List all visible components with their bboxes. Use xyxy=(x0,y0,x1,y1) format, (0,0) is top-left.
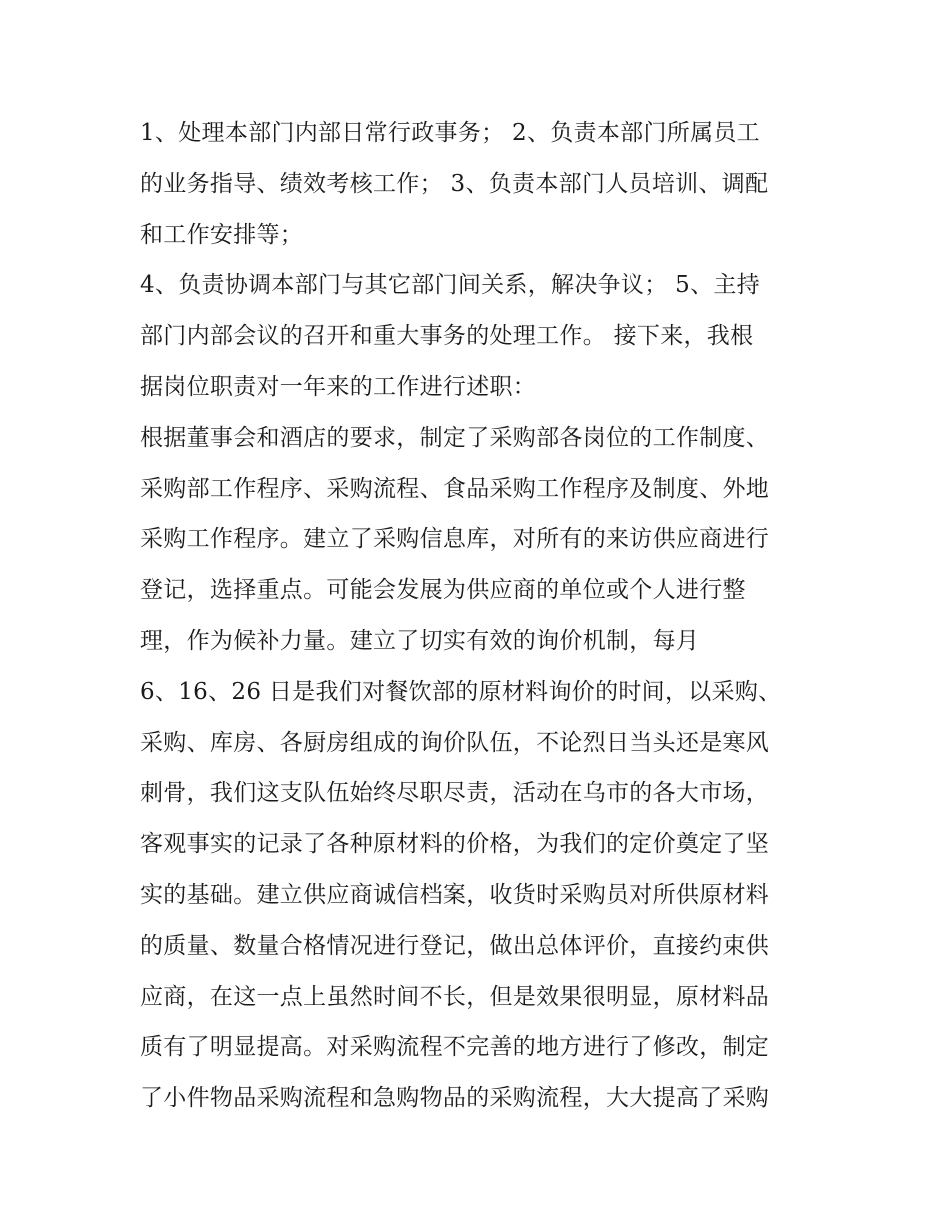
text-line-11: 理，作为候补力量。建立了切实有效的询价机制，每月 xyxy=(140,627,700,654)
text-line-14: 刺骨，我们这支队伍始终尽职尽责，活动在乌市的各大市场， xyxy=(140,780,770,807)
text-line-3: 和工作安排等； xyxy=(140,221,304,248)
text-line-18: 应商，在这一点上虽然时间不长，但是效果很明显，原材料品 xyxy=(140,983,770,1010)
text-line-2: 的业务指导、绩效考核工作； 3、负责本部门人员培训、调配 xyxy=(140,170,769,197)
body-text xyxy=(140,108,820,1124)
text-line-9: 采购工作程序。建立了采购信息库，对所有的来访供应商进行 xyxy=(140,526,770,553)
text-line-17: 的质量、数量合格情况进行登记，做出总体评价，直接约束供 xyxy=(140,932,770,959)
text-line-19: 质有了明显提高。对采购流程不完善的地方进行了修改，制定 xyxy=(140,1034,770,1061)
text-line-4: 4、负责协调本部门与其它部门间关系，解决争议； 5、主持 xyxy=(140,272,760,299)
text-line-7: 根据董事会和酒店的要求，制定了采购部各岗位的工作制度、 xyxy=(140,424,770,451)
text-line-1: 1、处理本部门内部日常行政事务； 2、负责本部门所属员工 xyxy=(140,120,760,146)
text-line-6: 据岗位职责对一年来的工作进行述职： xyxy=(140,373,537,400)
text-line-12: 6、16、26 日是我们对餐饮部的原材料询价的时间，以采购、 xyxy=(140,678,782,705)
text-line-16: 实的基础。建立供应商诚信档案，收货时采购员对所供原材料 xyxy=(140,881,770,908)
text-line-8: 采购部工作程序、采购流程、食品采购工作程序及制度、外地 xyxy=(140,475,770,502)
text-line-10: 登记，选择重点。可能会发展为供应商的单位或个人进行整 xyxy=(140,577,746,604)
text-line-20: 了小件物品采购流程和急购物品的采购流程，大大提高了采购 xyxy=(140,1085,770,1112)
text-line-15: 客观事实的记录了各种原材料的价格，为我们的定价奠定了坚 xyxy=(140,831,770,858)
text-line-13: 采购、库房、各厨房组成的询价队伍，不论烈日当头还是寒风 xyxy=(140,729,770,756)
text-line-5: 部门内部会议的召开和重大事务的处理工作。 接下来，我根 xyxy=(140,323,754,350)
